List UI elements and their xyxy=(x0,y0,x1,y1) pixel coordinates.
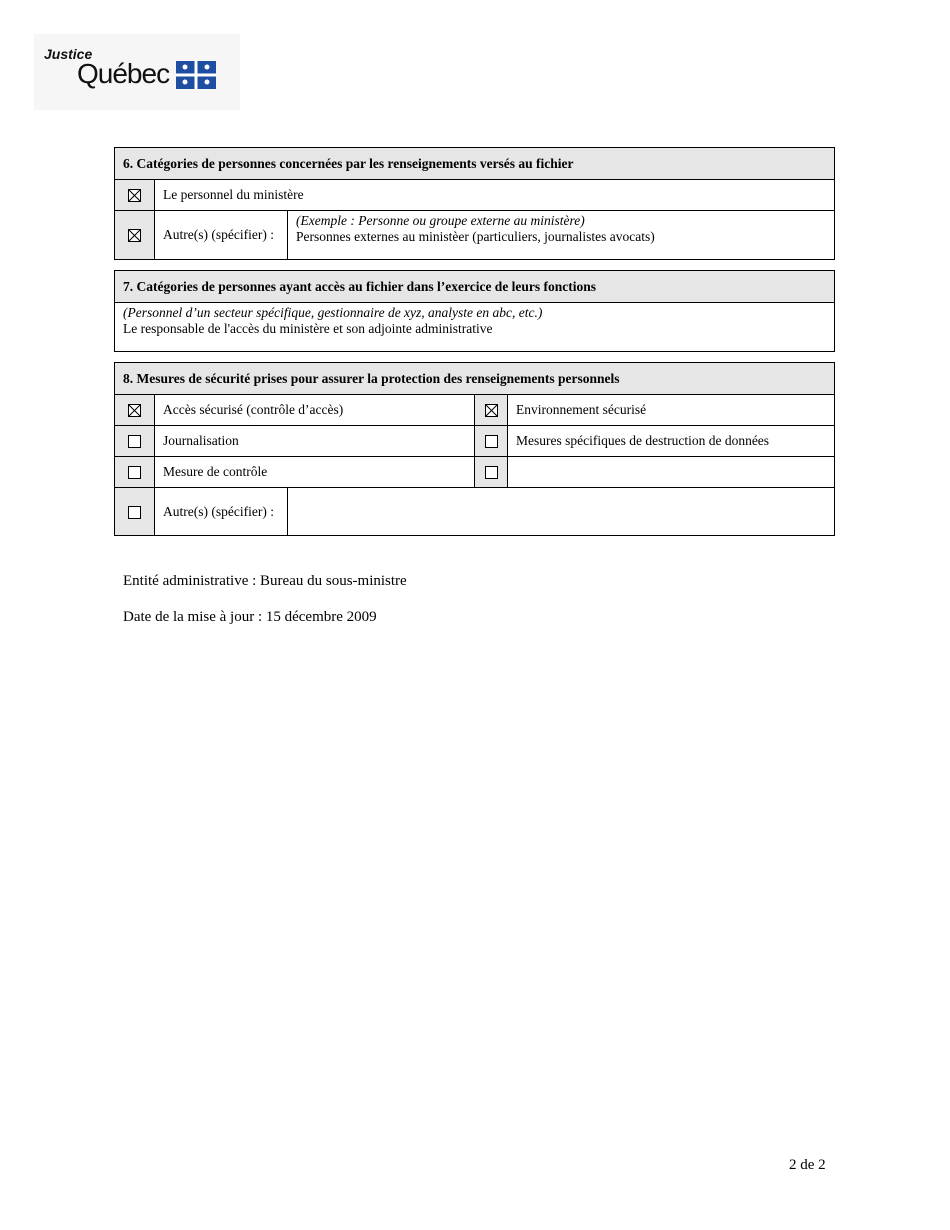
checkbox-mesure-controle[interactable] xyxy=(128,466,141,479)
mesure-controle-label: Mesure de contrôle xyxy=(155,457,475,488)
autres-label: Autre(s) (spécifier) : xyxy=(155,211,288,260)
checkbox-empty-option[interactable] xyxy=(485,466,498,479)
logo-quebec-text: Québec xyxy=(77,58,170,89)
justice-quebec-logo xyxy=(34,34,240,110)
autres-mesures-label: Autre(s) (spécifier) : xyxy=(155,488,288,536)
checkbox-personnel[interactable] xyxy=(128,189,141,202)
section-8-title: 8. Mesures de sécurité prises pour assurer la protection des renseignements personnels xyxy=(115,363,835,395)
section-7-table xyxy=(114,270,835,352)
autres-value: Personnes externes au ministèer (particuliers, journalistes avocats) xyxy=(296,229,655,244)
checkbox-environnement-securise[interactable] xyxy=(485,404,498,417)
environnement-securise-label: Environnement sécurisé xyxy=(508,395,835,426)
empty-option-label xyxy=(508,457,835,488)
date-mise-a-jour: Date de la mise à jour : 15 décembre 2009 xyxy=(123,609,377,625)
entite-administrative: Entité administrative : Bureau du sous-ministre xyxy=(123,573,407,589)
section-7-example: (Personnel d’un secteur spécifique, gestionnaire de xyz, analyste en abc, etc.) xyxy=(123,305,543,320)
autres-field[interactable] xyxy=(288,211,835,260)
section-7-value: Le responsable de l'accès du ministère et son adjointe administrative xyxy=(123,321,493,336)
checkbox-destruction-donnees[interactable] xyxy=(485,435,498,448)
logo-justice-text: Justice xyxy=(44,46,93,62)
checkbox-autres-mesures[interactable] xyxy=(128,506,141,519)
autres-mesures-field[interactable] xyxy=(288,488,835,536)
checkbox-acces-securise[interactable] xyxy=(128,404,141,417)
journalisation-label: Journalisation xyxy=(155,426,475,457)
acces-securise-label: Accès sécurisé (contrôle d’accès) xyxy=(155,395,475,426)
section-7-field[interactable] xyxy=(115,303,835,352)
section-7-title: 7. Catégories de personnes ayant accès au fichier dans l’exercice de leurs fonctions xyxy=(115,271,835,303)
quebec-flag-icon xyxy=(176,61,216,89)
personnel-label: Le personnel du ministère xyxy=(155,180,835,211)
section-8-table xyxy=(114,362,835,536)
autres-example: (Exemple : Personne ou groupe externe au ministère) xyxy=(296,213,585,228)
checkbox-journalisation[interactable] xyxy=(128,435,141,448)
page-number: 2 de 2 xyxy=(789,1157,826,1173)
destruction-donnees-label: Mesures spécifiques de destruction de données xyxy=(508,426,835,457)
section-6-table xyxy=(114,147,835,260)
section-6-title: 6. Catégories de personnes concernées par les renseignements versés au fichier xyxy=(115,148,835,180)
checkbox-autres[interactable] xyxy=(128,229,141,242)
